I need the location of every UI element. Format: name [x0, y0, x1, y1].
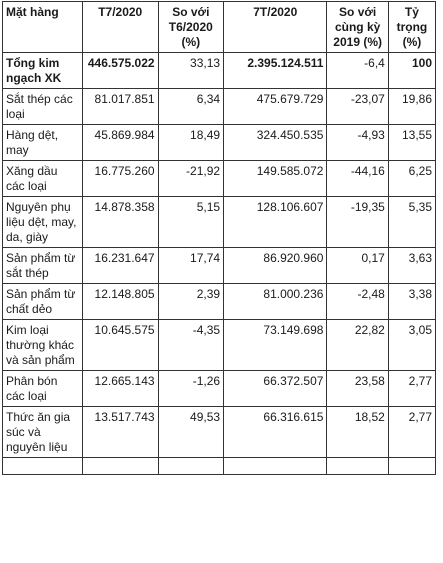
- vs-2019-cell: -4,93: [327, 125, 388, 161]
- clipped-cell: [158, 458, 224, 475]
- share-cell: 2,77: [388, 407, 435, 458]
- total-vs-2019-cell: -6,4: [327, 53, 388, 89]
- 7t-value-cell: 81.000.236: [224, 284, 327, 320]
- share-cell: 13,55: [388, 125, 435, 161]
- vs-2019-cell: -2,48: [327, 284, 388, 320]
- vs-t6-cell: -4,35: [158, 320, 224, 371]
- total-row: [3, 53, 436, 89]
- 7t-value-cell: 66.372.507: [224, 371, 327, 407]
- header-cell-share: Tỷ trọng (%): [388, 2, 435, 53]
- item-name-cell: Kim loại thường khác và sản phẩm: [3, 320, 83, 371]
- item-name-cell: Sản phẩm từ chất dẻo: [3, 284, 83, 320]
- vs-t6-cell: 49,53: [158, 407, 224, 458]
- table-row: [3, 248, 436, 284]
- table-row: [3, 89, 436, 125]
- vs-t6-cell: 5,15: [158, 197, 224, 248]
- total-share-cell: 100: [388, 53, 435, 89]
- t7-value-cell: 12.665.143: [82, 371, 158, 407]
- clipped-cell: [327, 458, 388, 475]
- vs-2019-cell: -19,35: [327, 197, 388, 248]
- item-name-cell: Hàng dệt, may: [3, 125, 83, 161]
- total-vs-t6-cell: 33,13: [158, 53, 224, 89]
- table-row: [3, 197, 436, 248]
- clipped-cell: [224, 458, 327, 475]
- share-cell: 3,63: [388, 248, 435, 284]
- t7-value-cell: 10.645.575: [82, 320, 158, 371]
- total-7t-cell: 2.395.124.511: [224, 53, 327, 89]
- table-row: [3, 320, 436, 371]
- clipped-cell: [388, 458, 435, 475]
- share-cell: 3,05: [388, 320, 435, 371]
- vs-2019-cell: 22,82: [327, 320, 388, 371]
- total-name-cell: Tổng kim ngạch XK: [3, 53, 83, 89]
- 7t-value-cell: 128.106.607: [224, 197, 327, 248]
- 7t-value-cell: 66.316.615: [224, 407, 327, 458]
- total-t7-cell: 446.575.022: [82, 53, 158, 89]
- table-row: [3, 284, 436, 320]
- share-cell: 2,77: [388, 371, 435, 407]
- share-cell: 19,86: [388, 89, 435, 125]
- item-name-cell: Xăng dầu các loại: [3, 161, 83, 197]
- vs-t6-cell: 2,39: [158, 284, 224, 320]
- clipped-cell: [3, 458, 83, 475]
- t7-value-cell: 16.775.260: [82, 161, 158, 197]
- header-cell-t7: T7/2020: [82, 2, 158, 53]
- vs-t6-cell: 17,74: [158, 248, 224, 284]
- table-row: [3, 161, 436, 197]
- export-table: [2, 1, 436, 475]
- header-cell-vs-2019: So với cùng kỳ 2019 (%): [327, 2, 388, 53]
- t7-value-cell: 14.878.358: [82, 197, 158, 248]
- item-name-cell: Phân bón các loại: [3, 371, 83, 407]
- vs-2019-cell: 23,58: [327, 371, 388, 407]
- table-row: [3, 125, 436, 161]
- vs-2019-cell: -44,16: [327, 161, 388, 197]
- table-row-clipped: [3, 458, 436, 475]
- 7t-value-cell: 475.679.729: [224, 89, 327, 125]
- t7-value-cell: 16.231.647: [82, 248, 158, 284]
- t7-value-cell: 81.017.851: [82, 89, 158, 125]
- 7t-value-cell: 86.920.960: [224, 248, 327, 284]
- clipped-cell: [82, 458, 158, 475]
- header-cell-item: Mặt hàng: [3, 2, 83, 53]
- table-row: [3, 371, 436, 407]
- t7-value-cell: 13.517.743: [82, 407, 158, 458]
- item-name-cell: Thức ăn gia súc và nguyên liệu: [3, 407, 83, 458]
- header-cell-vs-t6: So với T6/2020 (%): [158, 2, 224, 53]
- share-cell: 5,35: [388, 197, 435, 248]
- table-row: [3, 407, 436, 458]
- item-name-cell: Sản phẩm từ sắt thép: [3, 248, 83, 284]
- header-cell-7t: 7T/2020: [224, 2, 327, 53]
- item-name-cell: Sắt thép các loại: [3, 89, 83, 125]
- vs-2019-cell: -23,07: [327, 89, 388, 125]
- table-body: [3, 2, 436, 475]
- vs-t6-cell: -21,92: [158, 161, 224, 197]
- share-cell: 6,25: [388, 161, 435, 197]
- share-cell: 3,38: [388, 284, 435, 320]
- 7t-value-cell: 324.450.535: [224, 125, 327, 161]
- vs-2019-cell: 0,17: [327, 248, 388, 284]
- vs-t6-cell: 6,34: [158, 89, 224, 125]
- item-name-cell: Nguyên phụ liệu dệt, may, da, giày: [3, 197, 83, 248]
- t7-value-cell: 45.869.984: [82, 125, 158, 161]
- header-row: [3, 2, 436, 53]
- vs-t6-cell: 18,49: [158, 125, 224, 161]
- vs-t6-cell: -1,26: [158, 371, 224, 407]
- vs-2019-cell: 18,52: [327, 407, 388, 458]
- 7t-value-cell: 149.585.072: [224, 161, 327, 197]
- 7t-value-cell: 73.149.698: [224, 320, 327, 371]
- t7-value-cell: 12.148.805: [82, 284, 158, 320]
